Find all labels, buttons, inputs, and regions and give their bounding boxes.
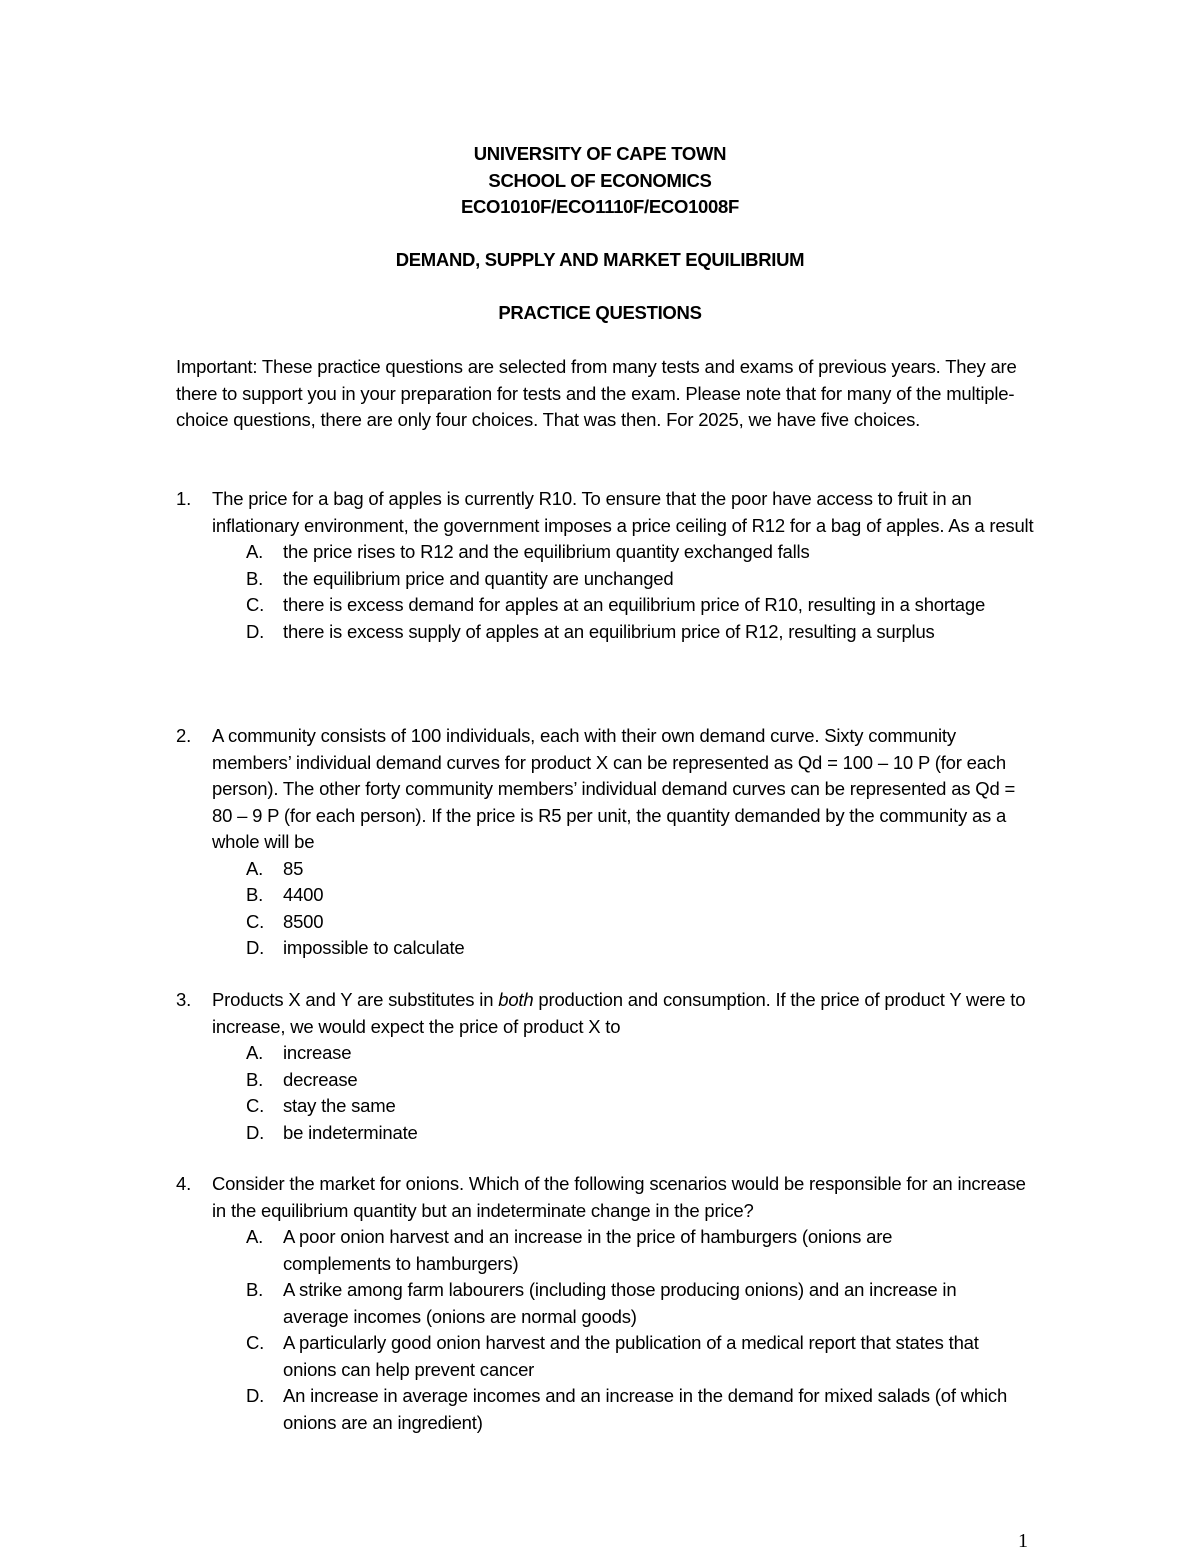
option-c xyxy=(246,909,1036,936)
option-a xyxy=(246,1224,993,1277)
option-letter: A. xyxy=(246,541,264,562)
option-text: 4400 xyxy=(283,884,324,905)
option-a xyxy=(246,1040,1036,1067)
option-text: there is excess demand for apples at an equilibrium price of R10, resulting in a shortage xyxy=(283,594,986,615)
question-number: 4. xyxy=(176,1173,192,1194)
option-letter: C. xyxy=(246,594,265,615)
question-4 xyxy=(176,1171,1036,1436)
question-number: 2. xyxy=(176,725,192,746)
question-text-part: Products X and Y are substitutes in xyxy=(212,989,499,1010)
option-letter: D. xyxy=(246,620,265,642)
option-letter: B. xyxy=(246,567,264,589)
option-text: impossible to calculate xyxy=(283,937,465,958)
option-list xyxy=(176,1224,1036,1436)
option-letter: C. xyxy=(246,1332,265,1353)
option-letter: C. xyxy=(246,1095,265,1116)
option-letter: D. xyxy=(246,1385,265,1406)
question-1 xyxy=(176,486,1036,645)
option-d xyxy=(246,1120,1036,1147)
option-text: A strike among farm labourers (including those producing onions) and an increase in average incomes (onions are normal goods) xyxy=(283,1279,957,1327)
option-letter: B. xyxy=(246,1068,264,1090)
option-b xyxy=(246,566,1036,593)
option-text: A poor onion harvest and an increase in the price of hamburgers (onions are complements to hamburgers) xyxy=(283,1226,893,1274)
option-c xyxy=(246,592,993,619)
option-text: the price rises to R12 and the equilibrium quantity exchanged falls xyxy=(283,541,810,562)
option-letter: A. xyxy=(246,1042,264,1063)
option-c xyxy=(246,1330,1023,1383)
option-letter: B. xyxy=(246,1279,264,1300)
question-text-part: production and consumption. If the price of product Y were to increase, we would expect the price of product X to xyxy=(212,989,1026,1037)
option-c xyxy=(246,1093,1036,1120)
option-d xyxy=(246,935,1036,962)
intro-paragraph: Important: These practice questions are selected from many tests and exams of previous years. They are there to support you in your preparation for tests and the exam. Please note that for many of the multiple-choice questions, there are only four choices. That was then. For 2025, we have five choices. xyxy=(176,356,1017,430)
option-b xyxy=(246,1067,1036,1094)
option-b xyxy=(246,882,1036,909)
course-codes: ECO1010F/ECO1110F/ECO1008F xyxy=(460,196,740,217)
question-text xyxy=(212,987,1036,1040)
question-text-emphasis: both xyxy=(498,989,534,1010)
option-d xyxy=(246,619,1036,646)
subtitle-heading: PRACTICE QUESTIONS xyxy=(498,302,702,323)
option-letter: A. xyxy=(246,857,264,879)
option-text: decrease xyxy=(283,1068,358,1090)
option-b xyxy=(246,1277,1023,1330)
option-letter: A. xyxy=(246,1226,264,1247)
question-text: A community consists of 100 individuals, each with their own demand curve. Sixty community members’ individual demand curves for product X can be represented as Qd = 100 – 10 P (for each person). The other forty community members’ individual demand curves can be represented as Qd = 80 – 9 P (for each person). If the price is R5 per unit, the quantity demanded by the community as a whole will be xyxy=(212,725,1016,852)
option-letter: D. xyxy=(246,937,265,958)
option-text: 8500 xyxy=(283,910,324,932)
page-number: 1 xyxy=(1018,1530,1028,1552)
question-2 xyxy=(176,723,1036,962)
option-a xyxy=(246,856,1036,883)
option-text: there is excess supply of apples at an equilibrium price of R12, resulting a surplus xyxy=(283,620,935,642)
question-text: The price for a bag of apples is currently R10. To ensure that the poor have access to fruit in an inflationary environment, the government imposes a price ceiling of R12 for a bag of apples. As a result xyxy=(212,488,1034,536)
option-text: be indeterminate xyxy=(283,1121,418,1143)
option-text: A particularly good onion harvest and the publication of a medical report that states that onions can help prevent cancer xyxy=(283,1332,979,1380)
option-list xyxy=(176,856,1036,962)
option-letter: C. xyxy=(246,910,265,932)
question-number: 1. xyxy=(176,488,192,509)
school-heading: SCHOOL OF ECONOMICS xyxy=(488,170,712,191)
option-list xyxy=(176,539,1036,645)
option-text: 85 xyxy=(283,857,304,879)
option-text: stay the same xyxy=(283,1095,396,1116)
option-text: the equilibrium price and quantity are unchanged xyxy=(283,567,674,589)
topic-heading: DEMAND, SUPPLY AND MARKET EQUILIBRIUM xyxy=(395,249,805,270)
question-text: Consider the market for onions. Which of the following scenarios would be responsible for an increase in the equilibrium quantity but an indeterminate change in the price? xyxy=(212,1173,1026,1221)
option-text: increase xyxy=(283,1042,352,1063)
option-letter: B. xyxy=(246,884,264,905)
university-heading: UNIVERSITY OF CAPE TOWN xyxy=(473,143,727,164)
question-3 xyxy=(176,987,1036,1146)
option-list xyxy=(176,1040,1036,1146)
option-letter: D. xyxy=(246,1121,265,1143)
option-text: An increase in average incomes and an increase in the demand for mixed salads (of which onions are an ingredient) xyxy=(283,1385,1008,1433)
question-number: 3. xyxy=(176,989,192,1010)
option-d xyxy=(246,1383,1023,1436)
option-a xyxy=(246,539,1036,566)
